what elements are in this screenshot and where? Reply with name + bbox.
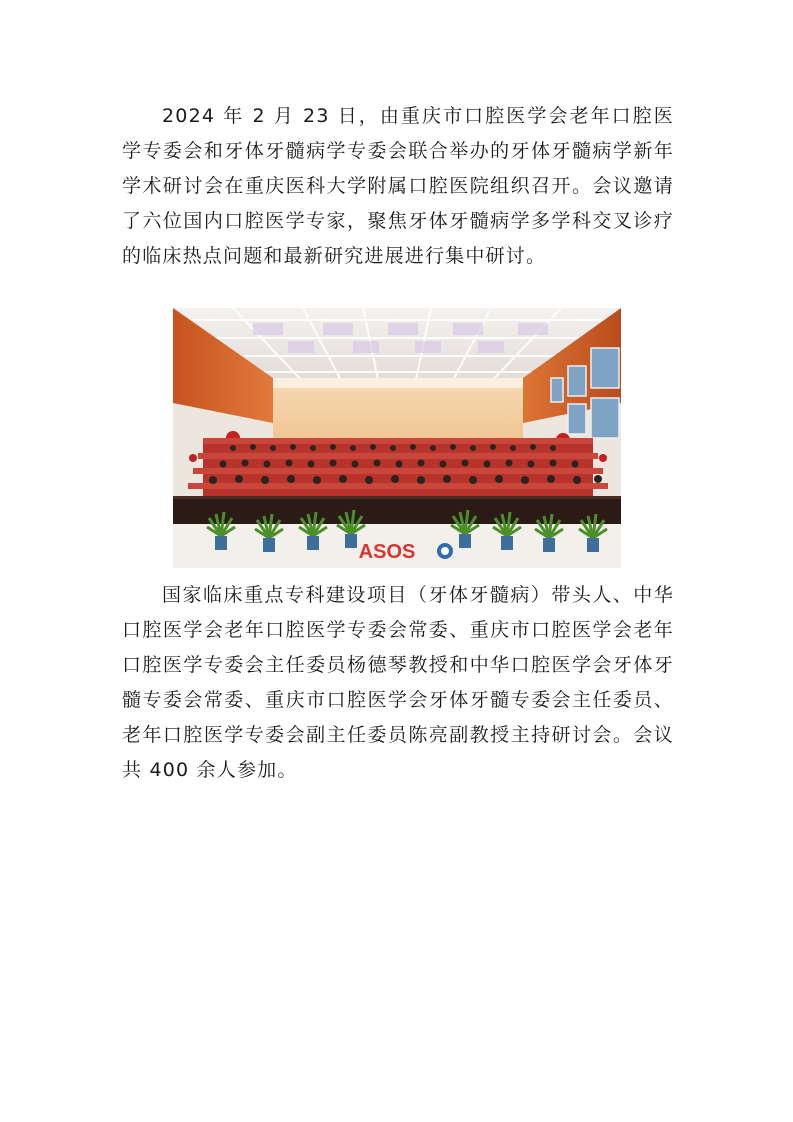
conference-hall-illustration [173, 308, 621, 568]
conference-hall-photo [173, 308, 621, 568]
stage-logo-text: ASOS [358, 541, 416, 563]
article-paragraph-intro: 2024 年 2 月 23 日，由重庆市口腔医学会老年口腔医学专委会和牙体牙髓病学专委会联合举办的牙体牙髓病学新年学术研讨会在重庆医科大学附属口腔医院组织召开。会议邀请了六位国内口腔医学专家，聚焦牙体牙髓病学多学科交叉诊疗的临床热点问题和最新研究进展进行集中研讨。 [122, 105, 674, 267]
article-paragraph-hosts: 国家临床重点专科建设项目（牙体牙髓病）带头人、中华口腔医学会老年口腔医学专委会常委、重庆市口腔医学会老年口腔医学专委会主任委员杨德琴教授和中华口腔医学会牙体牙髓专委会常委、重庆市口腔医学会牙体牙髓专委会主任委员、老年口腔医学专委会副主任委员陈亮副教授主持研讨会。会议共 400 余人参加。 [122, 584, 674, 781]
